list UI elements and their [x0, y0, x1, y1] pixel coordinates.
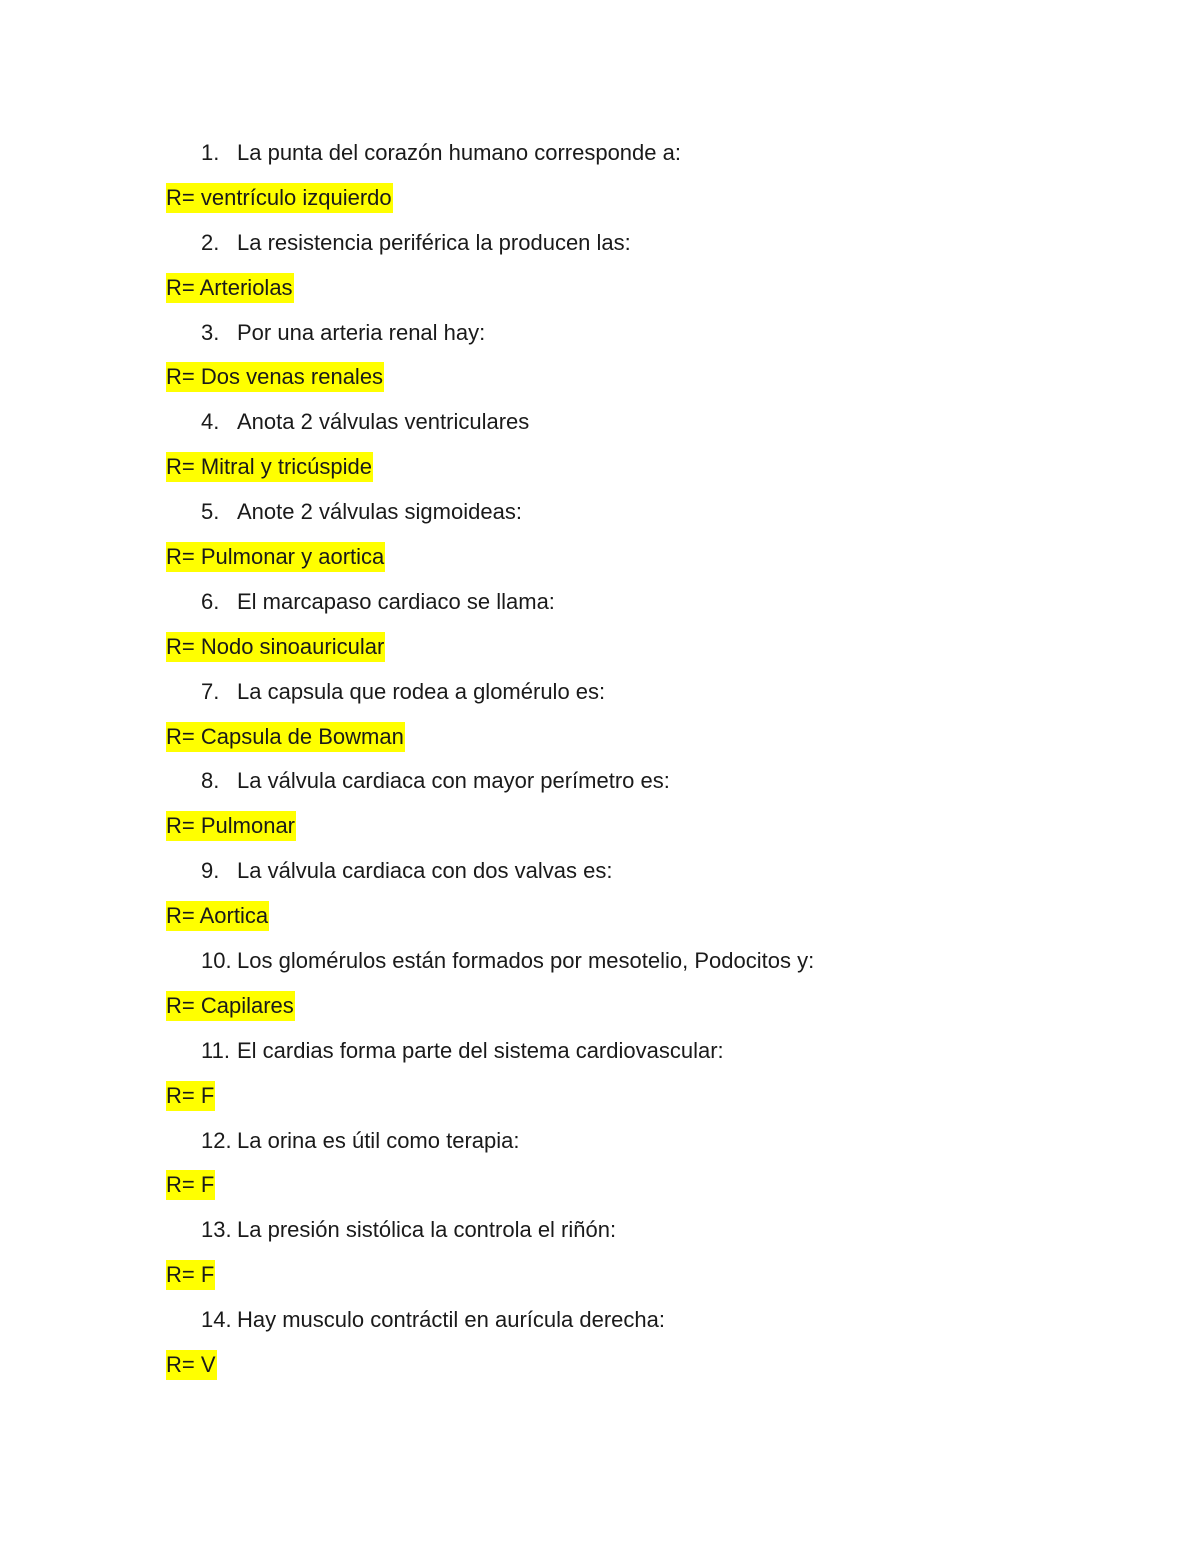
question-text: La punta del corazón humano corresponde a: — [237, 140, 681, 165]
answer-highlight: R= Pulmonar — [166, 811, 296, 841]
question-number: 3. — [201, 319, 220, 345]
question-line — [0, 673, 1200, 718]
answer-highlight: R= Capilares — [166, 991, 295, 1021]
question-number: 14. — [201, 1307, 232, 1333]
answer-line — [0, 269, 1200, 314]
qa-item-13 — [0, 1211, 1200, 1301]
answer-line — [0, 1077, 1200, 1122]
answer-highlight: R= ventrículo izquierdo — [166, 183, 393, 213]
answer-highlight: R= Mitral y tricúspide — [166, 452, 373, 482]
answer-line — [0, 358, 1200, 403]
answer-line — [0, 897, 1200, 942]
qa-item-10 — [0, 942, 1200, 1032]
answer-highlight: R= F — [166, 1260, 215, 1290]
question-text: El cardias forma parte del sistema cardiovascular: — [237, 1037, 724, 1063]
question-line — [0, 942, 1200, 987]
question-line — [0, 1301, 1200, 1346]
qa-item-7 — [0, 673, 1200, 763]
answer-line — [0, 628, 1200, 673]
answer-line — [0, 718, 1200, 763]
answer-line — [0, 538, 1200, 583]
question-number: 13. — [201, 1217, 232, 1243]
question-line — [0, 314, 1200, 359]
answer-highlight: R= V — [166, 1350, 217, 1380]
question-line — [0, 852, 1200, 897]
question-number: 12. — [201, 1127, 232, 1153]
qa-item-8 — [0, 762, 1200, 852]
qa-item-2 — [0, 224, 1200, 314]
question-number: 2. — [201, 229, 220, 255]
question-line — [0, 403, 1200, 448]
answer-line — [0, 1256, 1200, 1301]
answer-highlight: R= Arteriolas — [166, 273, 294, 303]
qa-item-3 — [0, 314, 1200, 404]
answer-highlight: R= Capsula de Bowman — [166, 722, 405, 752]
qa-item-1 — [0, 134, 1200, 224]
answer-line — [0, 987, 1200, 1032]
answer-highlight: R= Nodo sinoauricular — [166, 632, 385, 662]
question-text: La válvula cardiaca con dos valvas es: — [237, 858, 613, 884]
question-number: 7. — [201, 678, 220, 704]
question-number: 5. — [201, 499, 220, 525]
answer-highlight: R= F — [166, 1081, 215, 1111]
answer-line — [0, 807, 1200, 852]
qa-item-14 — [0, 1301, 1200, 1391]
question-text: Los glomérulos están formados por mesotelio, Podocitos y: — [237, 948, 815, 974]
question-line — [0, 762, 1200, 807]
question-number: 8. — [201, 768, 220, 794]
qa-item-9 — [0, 852, 1200, 942]
answer-line — [0, 1166, 1200, 1211]
answer-line — [0, 1346, 1200, 1391]
qa-item-6 — [0, 583, 1200, 673]
question-line — [0, 493, 1200, 538]
answer-highlight: R= Pulmonar y aortica — [166, 542, 385, 572]
question-line — [0, 1211, 1200, 1256]
question-text: Por una arteria renal hay: — [237, 319, 486, 345]
question-text: La resistencia periférica la producen las: — [237, 229, 631, 255]
answer-highlight: R= Aortica — [166, 901, 269, 931]
question-number: 1. — [201, 140, 220, 165]
question-text: La presión sistólica la controla el riñón: — [237, 1217, 617, 1243]
question-text: Hay musculo contráctil en aurícula derecha: — [237, 1307, 665, 1333]
question-text: La capsula que rodea a glomérulo es: — [237, 678, 606, 704]
qa-item-4 — [0, 403, 1200, 493]
question-number: 9. — [201, 858, 220, 884]
question-number: 6. — [201, 588, 220, 614]
qa-item-12 — [0, 1122, 1200, 1212]
question-text: Anote 2 válvulas sigmoideas: — [237, 499, 522, 525]
question-text: La válvula cardiaca con mayor perímetro es: — [237, 768, 670, 794]
answer-highlight: R= F — [166, 1170, 215, 1200]
question-number: 11. — [201, 1037, 230, 1063]
question-text: El marcapaso cardiaco se llama: — [237, 588, 555, 614]
answer-line — [0, 179, 1200, 224]
question-number: 10. — [201, 948, 232, 974]
answer-line — [0, 448, 1200, 493]
answer-highlight: R= Dos venas renales — [166, 362, 384, 392]
question-line — [0, 1032, 1200, 1077]
question-line — [0, 583, 1200, 628]
qa-item-5 — [0, 493, 1200, 583]
question-number: 4. — [201, 409, 220, 435]
question-text: La orina es útil como terapia: — [237, 1127, 520, 1153]
question-line — [0, 224, 1200, 269]
question-answer-list — [0, 134, 1200, 1391]
question-line — [0, 134, 1200, 179]
question-text: Anota 2 válvulas ventriculares — [237, 409, 530, 435]
question-line — [0, 1122, 1200, 1167]
qa-item-11 — [0, 1032, 1200, 1122]
